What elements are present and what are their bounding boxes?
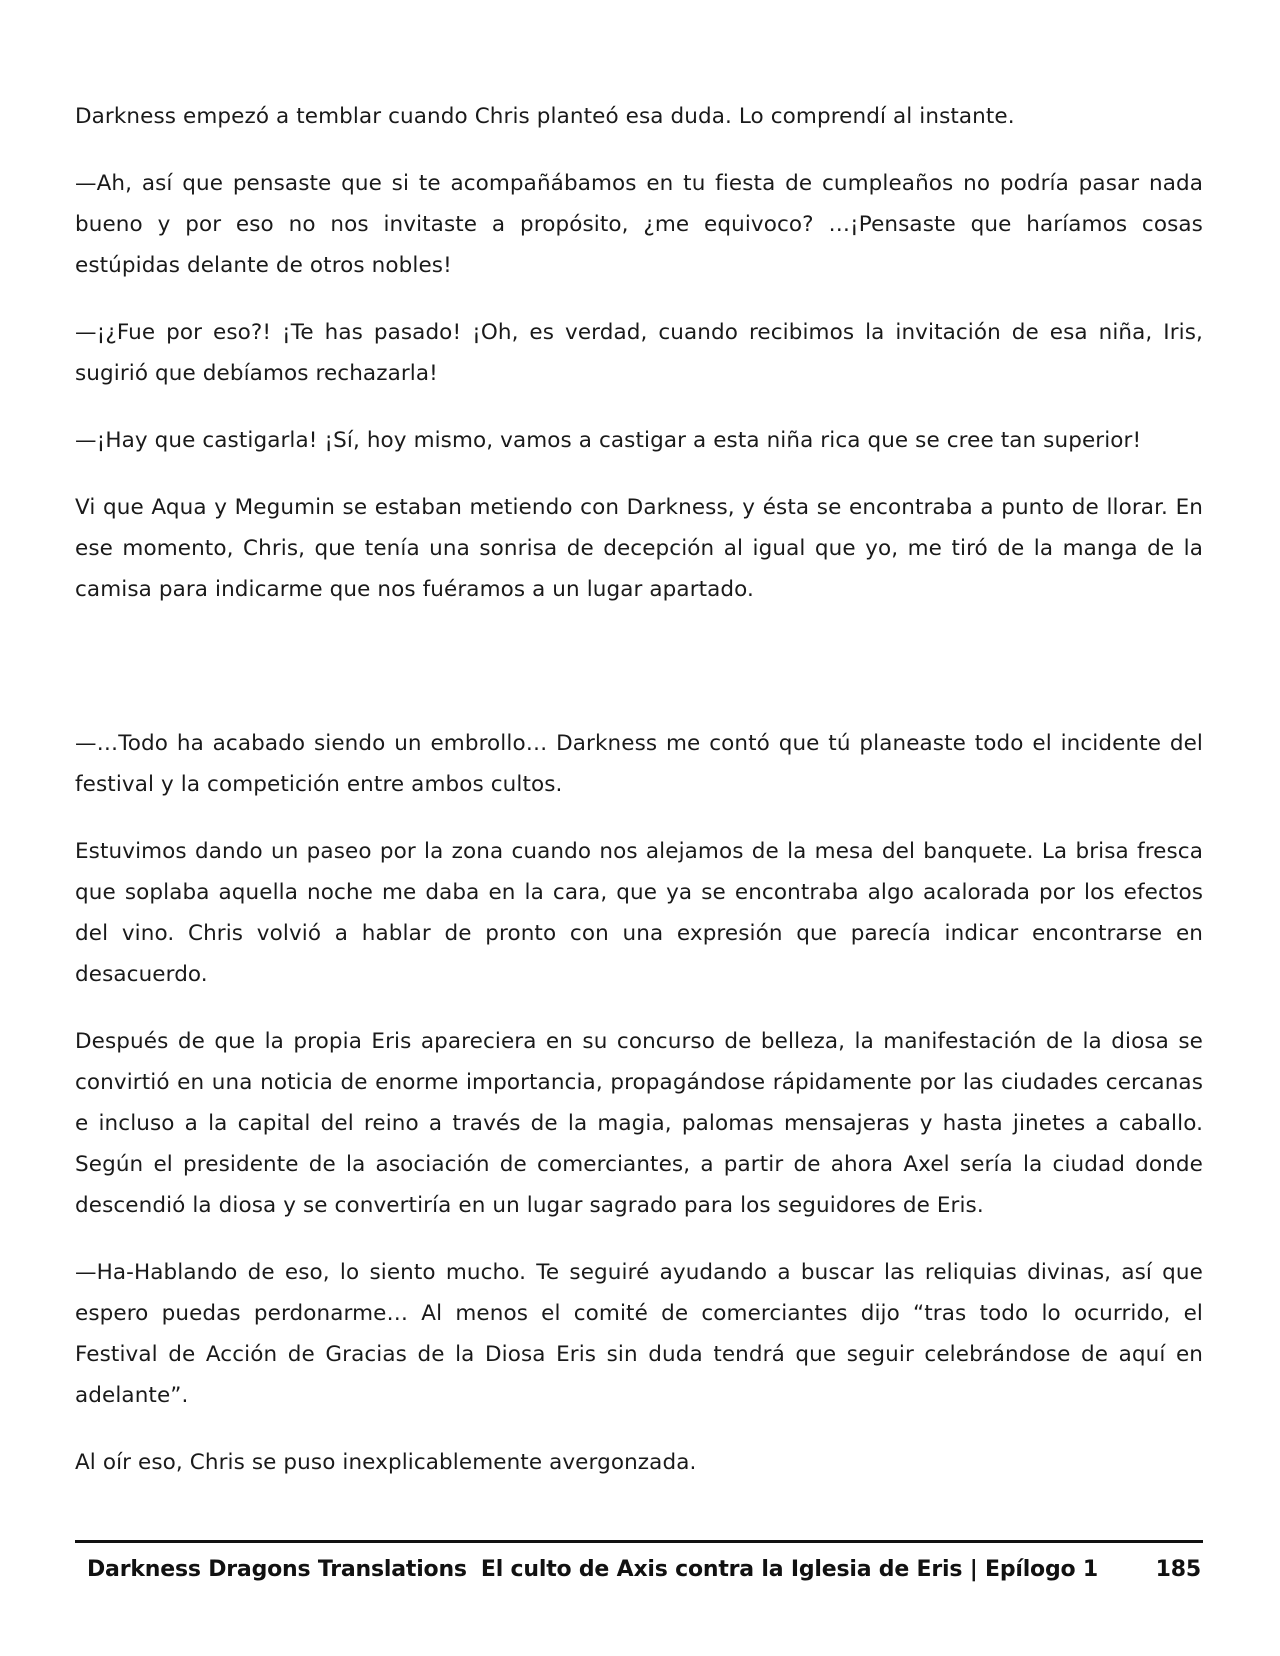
paragraph: —¡¿Fue por eso?! ¡Te has pasado! ¡Oh, es verdad, cuando recibimos la invitación de esa niña, Iris, sugirió que debíamos rechazarla! (75, 320, 1203, 386)
page-footer (75, 1540, 1203, 1600)
paragraph: Al oír eso, Chris se puso inexplicablemente avergonzada. (75, 1450, 697, 1475)
paragraph: Vi que Aqua y Megumin se estaban metiendo con Darkness, y ésta se encontraba a punto de llorar. En ese momento, Chris, que tenía una sonrisa de decepción al igual que yo, me tiró de la manga de la camisa para indicarme que nos fuéramos a un lugar apartado. (75, 495, 1203, 602)
paragraph: —¡Hay que castigarla! ¡Sí, hoy mismo, vamos a castigar a esta niña rica que se cree tan superior! (75, 428, 1142, 453)
footer-publisher: Darkness Dragons Translations (87, 1557, 467, 1582)
page-number: 185 (1155, 1557, 1201, 1582)
paragraph: —…Todo ha acabado siendo un embrollo… Darkness me contó que tú planeaste todo el incidente del festival y la competición entre ambos cultos. (75, 731, 1203, 797)
paragraph: Estuvimos dando un paseo por la zona cuando nos alejamos de la mesa del banquete. La brisa fresca que soplaba aquella noche me daba en la cara, que ya se encontraba algo acalorada por los efectos del vino. Chris volvió a hablar de pronto con una expresión que parecía indicar encontrarse en desacuerdo. (75, 839, 1203, 987)
paragraph: Darkness empezó a temblar cuando Chris planteó esa duda. Lo comprendí al instante. (75, 104, 1015, 129)
page-body (75, 96, 1203, 1509)
section-break (75, 636, 1203, 723)
paragraph: —Ah, así que pensaste que si te acompañábamos en tu fiesta de cumpleaños no podría pasar nada bueno y por eso no nos invitaste a propósito, ¿me equivoco? …¡Pensaste que haríamos cosas estúpidas delante de otros nobles! (75, 171, 1203, 278)
paragraph: —Ha-Hablando de eso, lo siento mucho. Te seguiré ayudando a buscar las reliquias divinas, así que espero puedas perdonarme… Al menos el comité de comerciantes dijo “tras todo lo ocurrido, el Festival de Acción de Gracias de la Diosa Eris sin duda tendrá que seguir celebrándose de aquí en adelante”. (75, 1260, 1203, 1408)
footer-chapter-title: El culto de Axis contra la Iglesia de Eris | Epílogo 1 (480, 1557, 1098, 1582)
paragraph: Después de que la propia Eris apareciera en su concurso de belleza, la manifestación de la diosa se convirtió en una noticia de enorme importancia, propagándose rápidamente por las ciudades cercanas e incluso a la capital del reino a través de la magia, palomas mensajeras y hasta jinetes a caballo. Según el presidente de la asociación de comerciantes, a partir de ahora Axel sería la ciudad donde descendió la diosa y se convertiría en un lugar sagrado para los seguidores de Eris. (75, 1029, 1203, 1218)
